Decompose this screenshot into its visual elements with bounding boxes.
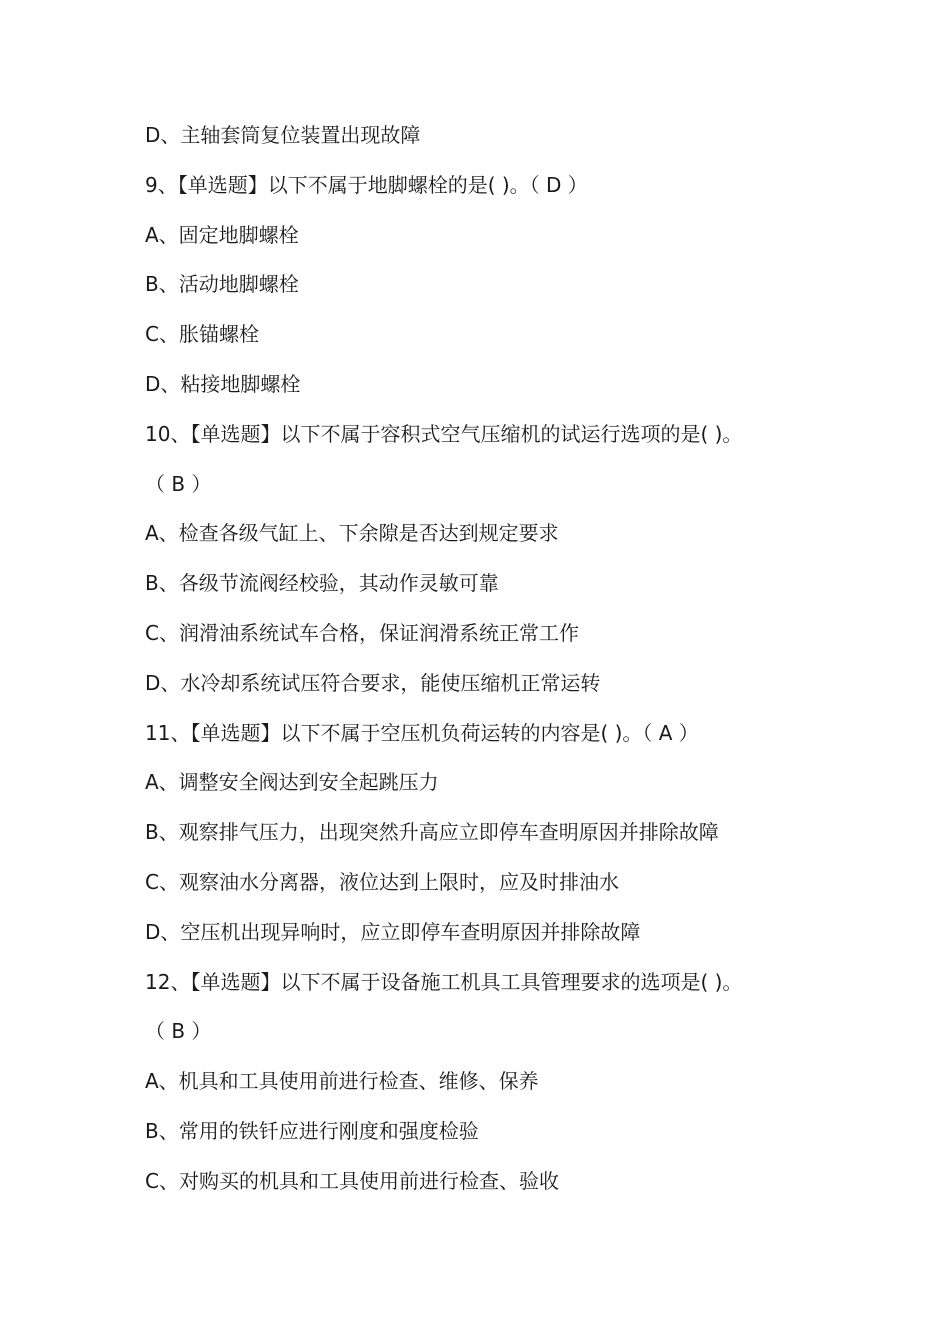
- option-line: B、活动地脚螺栓: [145, 272, 299, 297]
- option-line: D、粘接地脚螺栓: [145, 371, 301, 396]
- option-line: C、观察油水分离器，液位达到上限时，应及时排油水: [145, 869, 619, 894]
- option-line: D、水冷却系统试压符合要求，能使压缩机正常运转: [145, 670, 601, 695]
- option-line: B、常用的铁钎应进行刚度和强度检验: [145, 1118, 479, 1143]
- option-line: A、固定地脚螺栓: [145, 222, 299, 247]
- option-line: C、胀锚螺栓: [145, 322, 259, 347]
- option-line: A、机具和工具使用前进行检查、维修、保养: [145, 1069, 539, 1094]
- question-line: 12、【单选题】以下不属于设备施工机具工具管理要求的选项是( )。: [145, 969, 743, 994]
- option-line: A、检查各级气缸上、下余隙是否达到规定要求: [145, 521, 559, 546]
- answer-line: （ B ）: [145, 471, 212, 496]
- option-line: B、各级节流阀经校验，其动作灵敏可靠: [145, 571, 499, 596]
- question-line: 9、【单选题】以下不属于地脚螺栓的是( )。（ D ）: [145, 172, 588, 197]
- option-line: D、主轴套筒复位装置出现故障: [145, 123, 421, 147]
- question-text-block: [145, 114, 845, 1210]
- option-line: C、对购买的机具和工具使用前进行检查、验收: [145, 1168, 559, 1193]
- option-line: C、润滑油系统试车合格，保证润滑系统正常工作: [145, 620, 579, 645]
- question-line: 10、【单选题】以下不属于容积式空气压缩机的试运行选项的是( )。: [145, 421, 743, 446]
- option-line: B、观察排气压力，出现突然升高应立即停车查明原因并排除故障: [145, 820, 719, 845]
- option-line: A、调整安全阀达到安全起跳压力: [145, 770, 439, 795]
- question-line: 11、【单选题】以下不属于空压机负荷运转的内容是( )。（ A ）: [145, 720, 699, 745]
- option-line: D、空压机出现异响时，应立即停车查明原因并排除故障: [145, 919, 641, 944]
- answer-line: （ B ）: [145, 1019, 212, 1044]
